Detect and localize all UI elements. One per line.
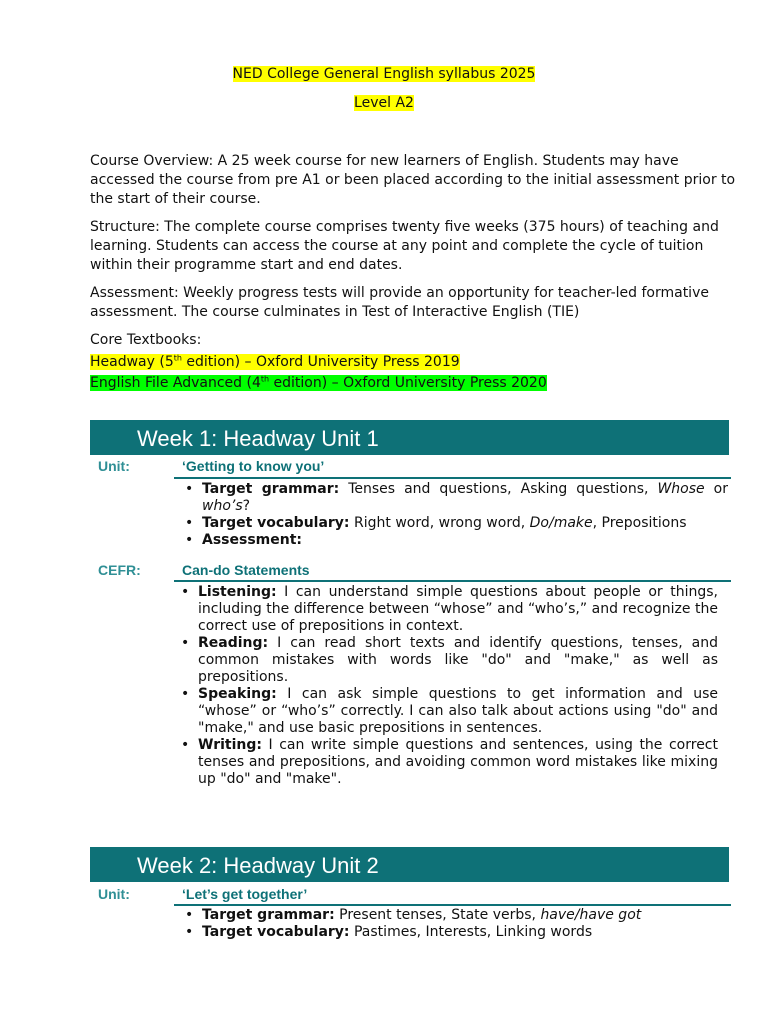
week-2-header — [90, 847, 729, 882]
course-overview — [90, 152, 736, 209]
structure-line: learning. Students can access the course at any point and complete the cycle of tuition — [90, 238, 704, 254]
overview-line: accessed the course from pre A1 or been placed according to the initial assessment prior to — [90, 172, 736, 188]
week-1-can-do-list — [172, 584, 718, 788]
list-item: • Target vocabulary: Right word, wrong word, Do/make, Prepositions — [176, 515, 728, 532]
assessment-line: Assessment: Weekly progress tests will provide an opportunity for teacher-led formative — [90, 285, 709, 301]
list-item: • Listening: I can understand simple questions about people or things, including the difference between “whose” and “who’s,” and recognize the correct use of prepositions in context. — [172, 584, 718, 635]
week-1-cefr-label: CEFR: — [98, 562, 141, 578]
level-text: Level A2 — [354, 95, 414, 111]
list-item: • Reading: I can read short texts and identify questions, tenses, and common mistakes with words like "do" and "make," as well as prepositions. — [172, 635, 718, 686]
week-1-header — [90, 420, 729, 455]
week-1-cando-title: Can-do Statements — [182, 562, 310, 578]
overview-line: Course Overview: A 25 week course for new learners of English. Students may have — [90, 153, 679, 169]
week-2-unit-divider — [174, 904, 731, 906]
structure-line: within their programme start and end dates. — [90, 257, 403, 273]
course-structure — [90, 218, 730, 275]
list-item: • Target grammar: Tenses and questions, Asking questions, Whose or who’s? — [176, 481, 728, 515]
week-1-unit-title: ‘Getting to know you’ — [182, 458, 325, 474]
textbook-headway: Headway (5th edition) – Oxford University Press 2019 — [90, 353, 460, 370]
week-2-unit-title: ‘Let’s get together’ — [182, 886, 308, 902]
document-title-text: NED College General English syllabus 2025 — [232, 66, 536, 82]
document-title — [0, 66, 768, 83]
week-1-title: Week 1: Headway Unit 1 — [137, 426, 379, 451]
course-assessment — [90, 284, 730, 322]
list-item: • Target grammar: Present tenses, State verbs, have/have got — [176, 907, 728, 924]
week-1-cefr-divider — [174, 580, 731, 582]
week-2-unit-label: Unit: — [98, 886, 130, 902]
week-1-unit-divider — [174, 477, 731, 479]
overview-line: the start of their course. — [90, 191, 261, 207]
textbook-english-file: English File Advanced (4th edition) – Oxford University Press 2020 — [90, 374, 547, 392]
week-2-title: Week 2: Headway Unit 2 — [137, 853, 379, 878]
textbooks-label: Core Textbooks: — [90, 332, 202, 348]
level-heading — [0, 95, 768, 112]
core-textbooks — [90, 331, 730, 392]
list-item: • Writing: I can write simple questions and sentences, using the correct tenses and prepositions, and avoiding common word mistakes like mixing up "do" and "make". — [172, 737, 718, 788]
list-item: • Target vocabulary: Pastimes, Interests, Linking words — [176, 924, 728, 941]
list-item: • Speaking: I can ask simple questions to get information and use “whose” or “who’s” correctly. I can also talk about actions using "do" and "make," and use basic prepositions in sentences. — [172, 686, 718, 737]
assessment-line: assessment. The course culminates in Test of Interactive English (TIE) — [90, 304, 580, 320]
week-1-unit-label: Unit: — [98, 458, 130, 474]
list-item: • Assessment: — [176, 532, 728, 549]
structure-line: Structure: The complete course comprises twenty five weeks (375 hours) of teaching and — [90, 219, 719, 235]
week-1-targets — [176, 481, 728, 549]
week-2-targets — [176, 907, 728, 941]
